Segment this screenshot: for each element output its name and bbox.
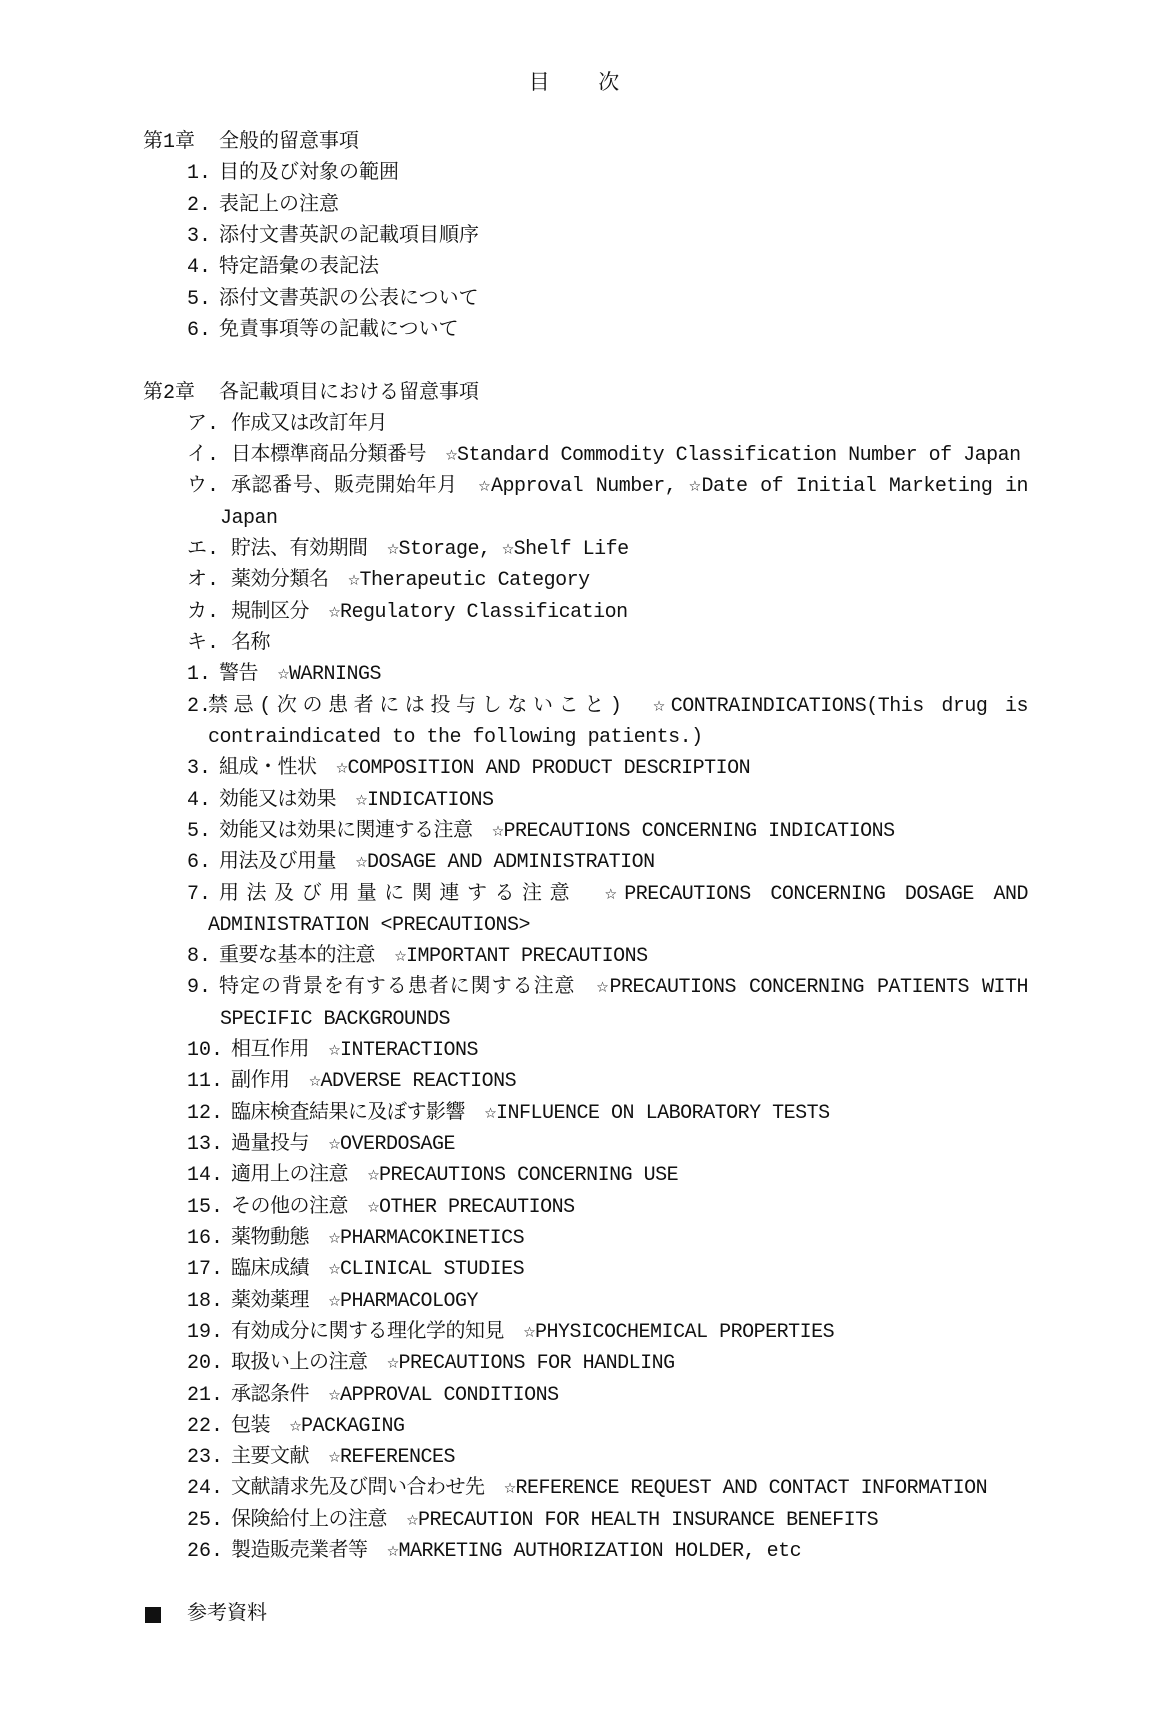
chapter-heading <box>0 127 1166 158</box>
item-text: 主要文献 ☆REFERENCES <box>231 1446 456 1470</box>
item-text: 薬効薬理 ☆PHARMACOLOGY <box>231 1289 479 1313</box>
toc-item <box>0 816 1166 847</box>
toc-item <box>0 221 1166 252</box>
item-number: カ. <box>187 600 220 624</box>
blank-line <box>0 1567 1166 1598</box>
item-number: 3. <box>187 757 212 781</box>
toc-item <box>0 1098 1166 1129</box>
item-text: 適用上の注意 ☆PRECAUTIONS CONCERNING USE <box>231 1164 679 1188</box>
toc-item <box>0 847 1166 878</box>
toc-item-continuation <box>0 910 1166 941</box>
item-number: オ. <box>187 569 220 593</box>
toc-item-continuation <box>0 722 1166 753</box>
toc-item <box>0 1505 1166 1536</box>
item-number: 1. <box>187 162 212 186</box>
toc-item <box>0 879 1166 910</box>
toc-item <box>0 1160 1166 1191</box>
toc-item <box>0 1286 1166 1317</box>
item-number: 2. <box>187 193 212 217</box>
item-text: 警告 ☆WARNINGS <box>219 663 382 687</box>
item-text: 過量投与 ☆OVERDOSAGE <box>231 1133 456 1156</box>
toc-item <box>0 941 1166 972</box>
toc-item <box>0 315 1166 346</box>
table-of-contents <box>0 127 1166 1630</box>
toc-item-continuation <box>0 1004 1166 1035</box>
item-number: 6. <box>187 851 212 875</box>
item-number: 6. <box>187 318 212 342</box>
item-number: 16. <box>187 1226 224 1250</box>
item-text: 貯法、有効期間 ☆Storage, ☆Shelf Life <box>231 538 629 562</box>
item-number: 10. <box>187 1039 224 1063</box>
toc-item <box>0 972 1166 1003</box>
item-text: 臨床成績 ☆CLINICAL STUDIES <box>231 1258 525 1282</box>
toc-item <box>0 785 1166 816</box>
toc-item <box>0 409 1166 440</box>
item-text: 特定の背景を有する患者に関する注意 ☆PRECAUTIONS CONCERNING PATIENTS WITH <box>219 976 1028 1000</box>
item-number: イ. <box>187 444 220 468</box>
item-number: 8. <box>187 945 212 969</box>
item-text: 目的及び対象の範囲 <box>219 162 399 186</box>
item-number: 23. <box>187 1446 224 1470</box>
toc-item <box>0 1129 1166 1160</box>
item-text: 名称 <box>231 632 270 655</box>
item-number: キ. <box>187 632 220 655</box>
item-text: 取扱い上の注意 ☆PRECAUTIONS FOR HANDLING <box>231 1352 675 1376</box>
toc-item <box>0 597 1166 628</box>
item-number: 12. <box>187 1101 224 1125</box>
item-text: 組成・性状 ☆COMPOSITION AND PRODUCT DESCRIPTION <box>219 757 751 781</box>
item-number: 17. <box>187 1258 224 1282</box>
item-text: 保険給付上の注意 ☆PRECAUTION FOR HEALTH INSURANCE BENEFITS <box>231 1508 879 1532</box>
item-text: 効能又は効果に関連する注意 ☆PRECAUTIONS CONCERNING INDICATIONS <box>219 819 895 843</box>
item-number: 15. <box>187 1195 224 1219</box>
toc-item <box>0 158 1166 189</box>
item-text: 用法及び用量に関連する注意 ☆PRECAUTIONS CONCERNING DOSAGE AND <box>219 882 1028 906</box>
toc-item <box>0 1348 1166 1379</box>
item-number: 14. <box>187 1164 224 1188</box>
toc-item <box>0 440 1166 471</box>
toc-item-continuation <box>0 503 1166 534</box>
toc-item <box>0 1317 1166 1348</box>
toc-item <box>0 1223 1166 1254</box>
item-text: 添付文書英訳の記載項目順序 <box>219 224 479 248</box>
item-number: 4. <box>187 256 212 280</box>
toc-item <box>0 252 1166 283</box>
toc-item <box>0 628 1166 659</box>
item-text: 有効成分に関する理化学的知見 ☆PHYSICOCHEMICAL PROPERTIES <box>231 1320 835 1344</box>
toc-item <box>0 565 1166 596</box>
toc-item <box>0 1192 1166 1223</box>
item-text: 副作用 ☆ADVERSE REACTIONS <box>231 1070 517 1094</box>
item-text: 特定語彙の表記法 <box>219 256 379 280</box>
blank-line <box>0 346 1166 377</box>
item-text: 添付文書英訳の公表について <box>219 287 479 311</box>
chapter-title: 全般的留意事項 <box>219 131 359 154</box>
item-number: 2. <box>187 694 212 718</box>
item-text: その他の注意 ☆OTHER PRECAUTIONS <box>231 1195 575 1219</box>
toc-item <box>0 1380 1166 1411</box>
item-number: 4. <box>187 788 212 812</box>
item-text-continuation: Japan <box>220 506 278 530</box>
toc-item <box>0 471 1166 502</box>
toc-item <box>0 1536 1166 1567</box>
item-text: 承認番号、販売開始年月 ☆Approval Number, ☆Date of Initial Marketing in <box>231 475 1028 499</box>
black-square-icon <box>145 1607 161 1623</box>
item-text: 規制区分 ☆Regulatory Classification <box>231 600 628 624</box>
item-text: 重要な基本的注意 ☆IMPORTANT PRECAUTIONS <box>219 945 648 969</box>
item-text: 効能又は効果 ☆INDICATIONS <box>219 788 494 812</box>
item-text: 禁忌(次の患者には投与しないこと) ☆CONTRAINDICATIONS(This drug is <box>208 694 1028 718</box>
item-text: 用法及び用量 ☆DOSAGE AND ADMINISTRATION <box>219 851 655 875</box>
item-number: ア. <box>187 412 220 436</box>
toc-item <box>0 1066 1166 1097</box>
item-text: 相互作用 ☆INTERACTIONS <box>231 1039 479 1063</box>
toc-item <box>0 1411 1166 1442</box>
item-number: 26. <box>187 1540 224 1564</box>
toc-item <box>0 284 1166 315</box>
toc-item <box>0 534 1166 565</box>
item-text: 薬効分類名 ☆Therapeutic Category <box>231 569 590 593</box>
toc-item <box>0 753 1166 784</box>
item-text: 承認条件 ☆APPROVAL CONDITIONS <box>231 1383 559 1407</box>
item-number: 9. <box>187 976 212 1000</box>
toc-item <box>0 1442 1166 1473</box>
item-number: エ. <box>187 538 220 562</box>
item-text: 免責事項等の記載について <box>219 318 459 342</box>
reference-heading <box>0 1599 1166 1630</box>
item-number: 5. <box>187 819 212 843</box>
item-number: 18. <box>187 1289 224 1313</box>
item-number: 11. <box>187 1070 224 1094</box>
chapter-title: 各記載項目における留意事項 <box>219 381 479 405</box>
chapter-heading <box>0 378 1166 409</box>
toc-item <box>0 1035 1166 1066</box>
item-number: 19. <box>187 1320 224 1344</box>
toc-item <box>0 691 1166 722</box>
item-number: 24. <box>187 1477 224 1501</box>
item-text: 日本標準商品分類番号 ☆Standard Commodity Classification Number of Japan <box>231 444 1021 468</box>
item-number: 7. <box>187 882 212 906</box>
item-number: 13. <box>187 1133 224 1156</box>
item-number: ウ. <box>187 475 220 499</box>
item-text: 作成又は改訂年月 <box>231 412 387 436</box>
item-number: 20. <box>187 1352 224 1376</box>
chapter-label: 第2章 <box>143 381 196 405</box>
item-text: 文献請求先及び問い合わせ先 ☆REFERENCE REQUEST AND CONTACT INFORMATION <box>231 1477 988 1501</box>
toc-item <box>0 1254 1166 1285</box>
chapter-label: 第1章 <box>143 131 196 154</box>
item-number: 3. <box>187 224 212 248</box>
toc-item <box>0 659 1166 690</box>
item-text: 包装 ☆PACKAGING <box>231 1414 405 1438</box>
item-text: 薬物動態 ☆PHARMACOKINETICS <box>231 1226 525 1250</box>
item-text-continuation: ADMINISTRATION <PRECAUTIONS> <box>208 913 531 937</box>
toc-item <box>0 1473 1166 1504</box>
item-number: 22. <box>187 1414 224 1438</box>
item-number: 21. <box>187 1383 224 1407</box>
item-number: 25. <box>187 1508 224 1532</box>
item-number: 5. <box>187 287 212 311</box>
reference-label: 参考資料 <box>187 1602 267 1626</box>
item-text: 表記上の注意 <box>219 193 339 217</box>
item-text-continuation: contraindicated to the following patients.) <box>208 725 703 749</box>
page-title: 目 次 <box>528 73 638 96</box>
toc-item <box>0 190 1166 221</box>
item-number: 1. <box>187 663 212 687</box>
item-text-continuation: SPECIFIC BACKGROUNDS <box>220 1007 451 1031</box>
item-text: 製造販売業者等 ☆MARKETING AUTHORIZATION HOLDER, etc <box>231 1540 802 1564</box>
item-text: 臨床検査結果に及ぼす影響 ☆INFLUENCE ON LABORATORY TESTS <box>231 1101 830 1125</box>
